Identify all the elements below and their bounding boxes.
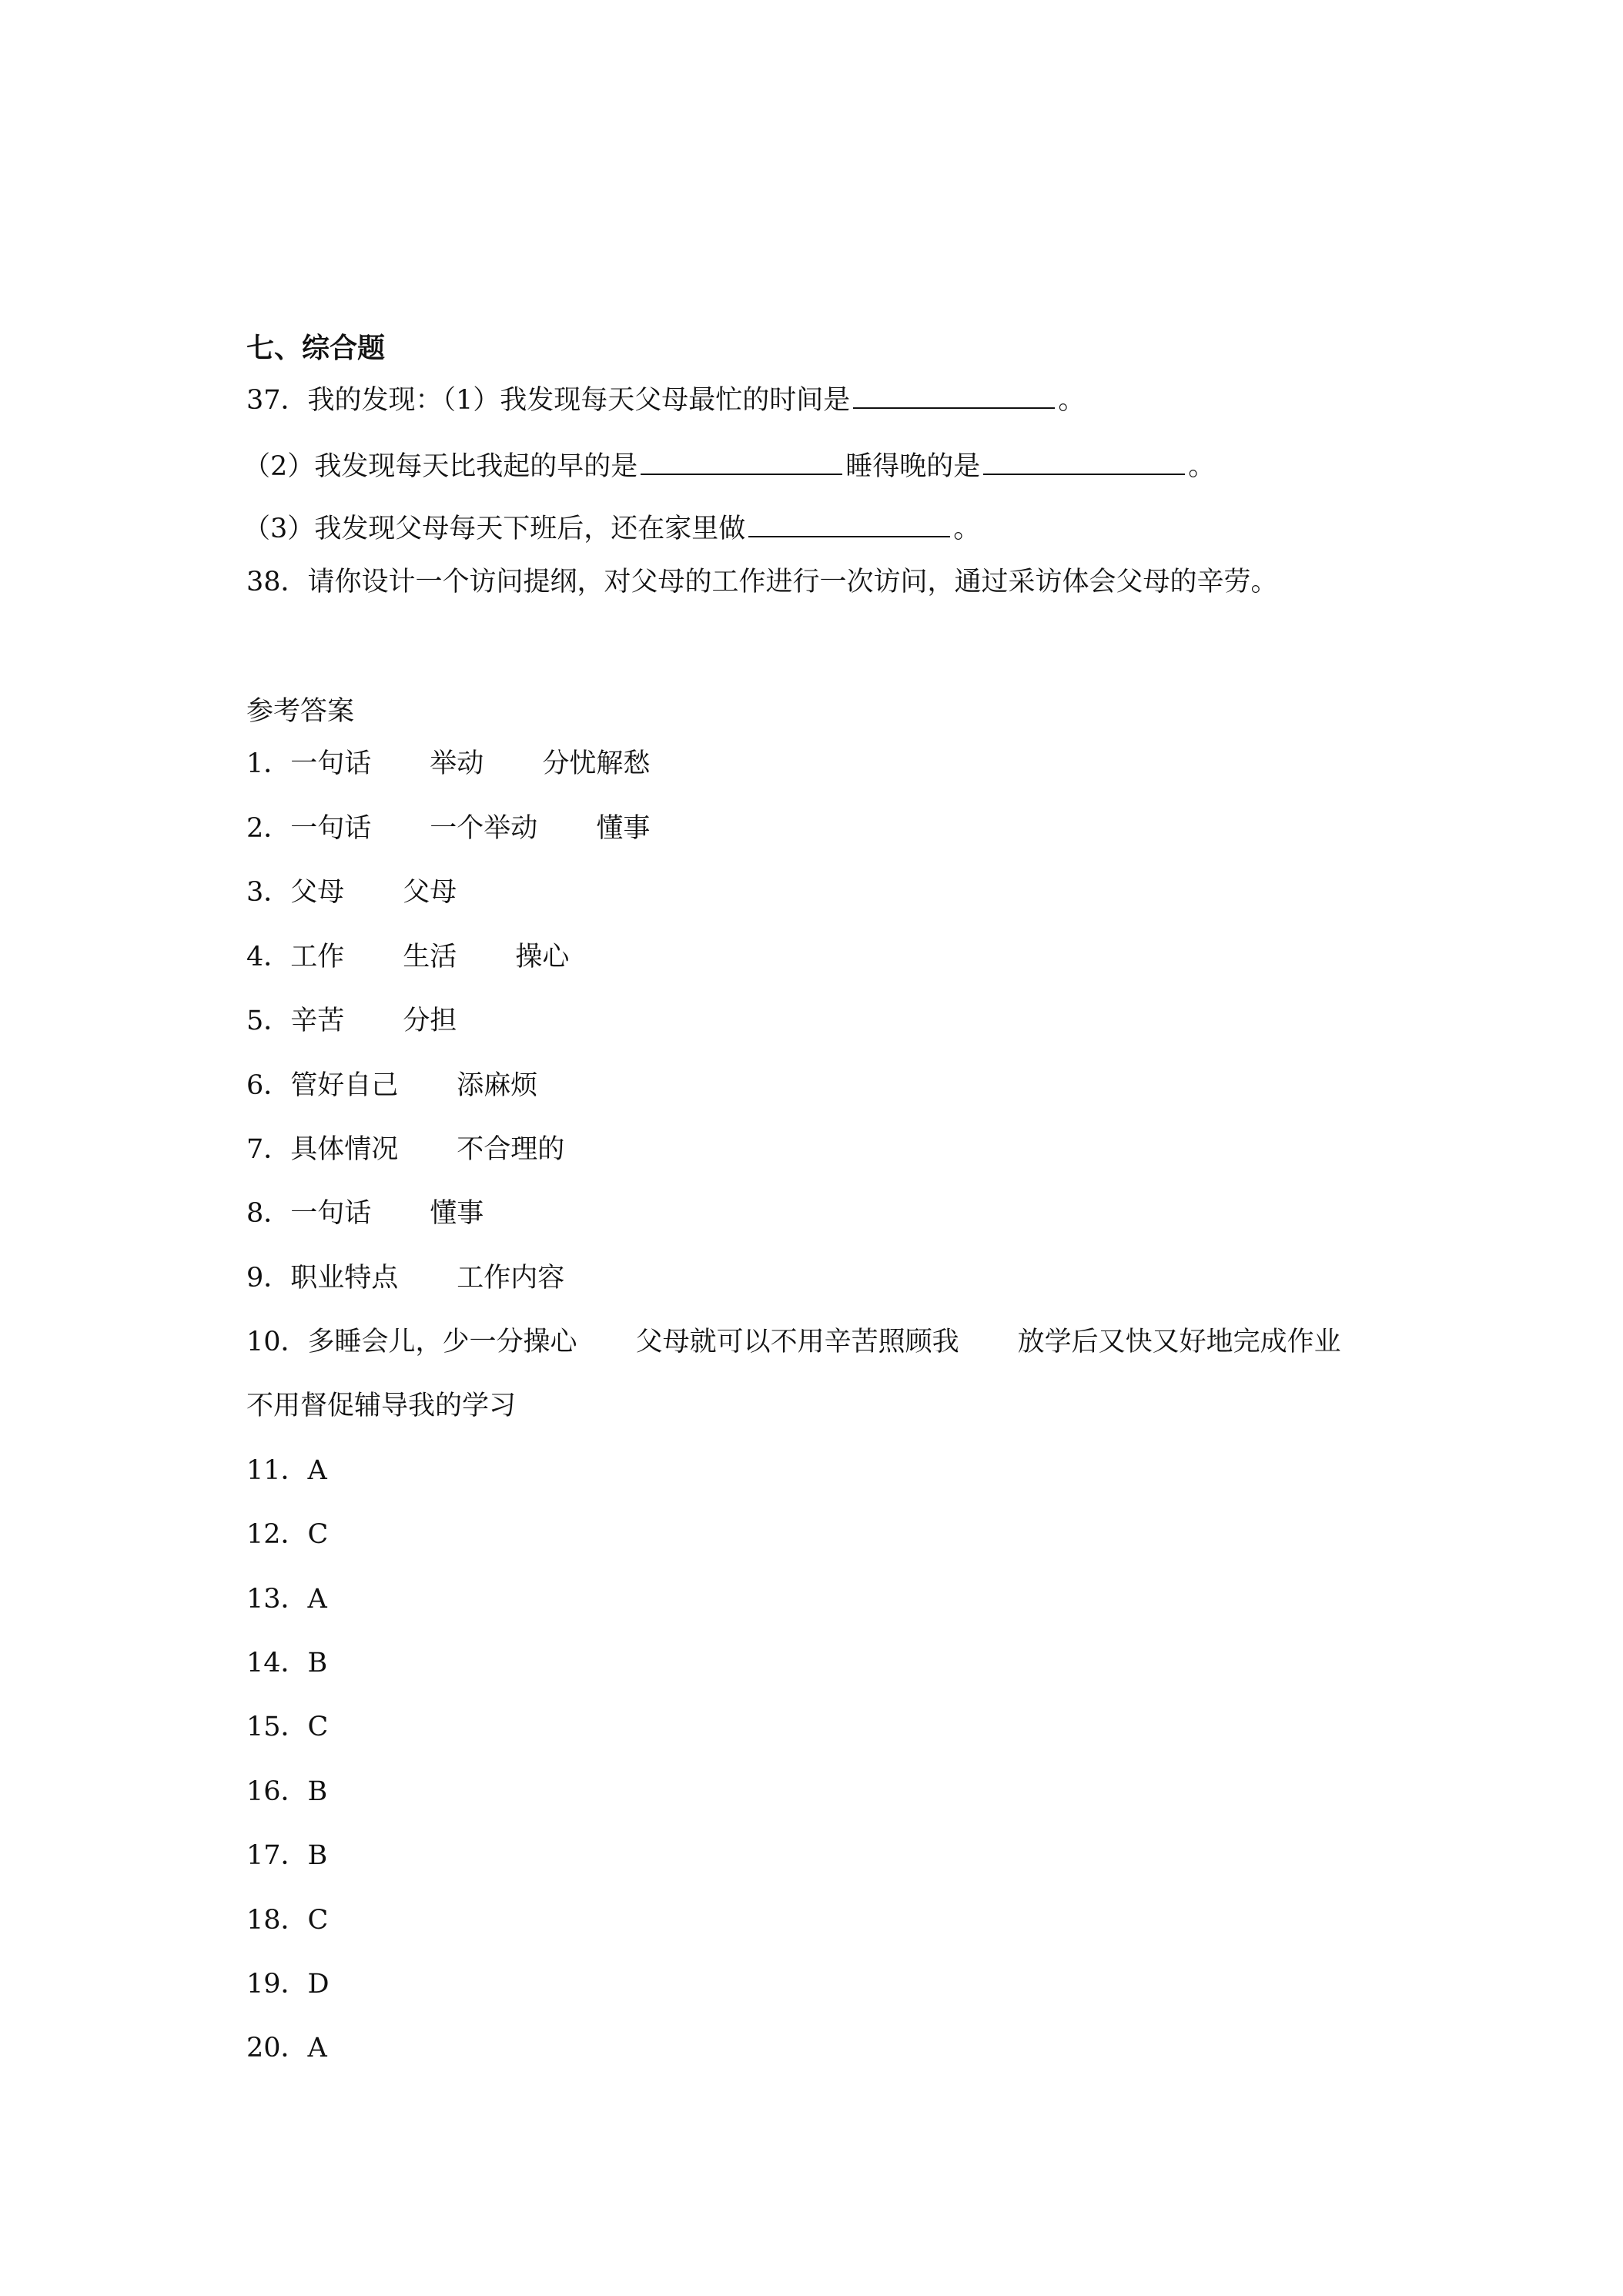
answer-part: 操心 <box>515 942 570 972</box>
choice-answer: 17．B <box>246 1840 328 1871</box>
answer-part: 不合理的 <box>457 1134 565 1165</box>
answer-number: 6． <box>246 1070 291 1101</box>
answer-part: 辛苦 <box>290 1006 345 1036</box>
q37-p2-suffix: 。 <box>1188 451 1216 482</box>
answer-part: 懂事 <box>596 813 651 844</box>
answer-part: 父母就可以不用辛苦照顾我 <box>635 1327 959 1357</box>
answer-part: 父母 <box>403 877 457 908</box>
answer-blank[interactable] <box>983 450 1185 475</box>
choice-answer: 11．A <box>246 1455 327 1486</box>
q37-p3-prefix: （3）我发现父母每天下班后，还在家里做 <box>243 514 746 544</box>
answer-item <box>246 1069 537 1103</box>
section-title: 七、综合题 <box>246 332 386 364</box>
choice-answer: 15．C <box>246 1712 329 1742</box>
answer-item <box>246 747 650 781</box>
question-37-line-1 <box>246 383 1085 417</box>
q37-p2-prefix: （2）我发现每天比我起的早的是 <box>243 451 638 482</box>
choice-answer: 14．B <box>246 1648 328 1678</box>
answer-part: 多睡会儿，少一分操心 <box>307 1327 577 1357</box>
answer-number: 2． <box>246 813 291 844</box>
answer-part: 举动 <box>430 748 484 779</box>
answer-part: 分担 <box>403 1006 457 1036</box>
answer-item <box>246 812 650 845</box>
answer-number: 3． <box>246 877 291 908</box>
q37-prefix: 37．我的发现：（1）我发现每天父母最忙的时间是 <box>246 385 851 416</box>
q37-p3-suffix: 。 <box>953 514 981 544</box>
question-37-line-2 <box>243 450 1215 484</box>
answer-part: 职业特点 <box>290 1263 399 1294</box>
answer-part: 管好自己 <box>290 1070 399 1101</box>
answer-item <box>246 1325 1341 1359</box>
choice-answer: 12．C <box>246 1519 329 1550</box>
answer-part: 工作内容 <box>457 1263 565 1294</box>
question-38: 38．请你设计一个访问提纲，对父母的工作进行一次访问，通过采访体会父母的辛劳。 <box>246 567 1278 597</box>
answer-number: 7． <box>246 1134 291 1165</box>
choice-answer: 19．D <box>246 1969 330 2000</box>
answer-item <box>246 1197 484 1230</box>
answer-part: 一句话 <box>290 813 372 844</box>
answers-heading: 参考答案 <box>246 696 355 727</box>
choice-answer: 18．C <box>246 1905 329 1936</box>
q37-suffix: 。 <box>1058 385 1086 416</box>
answer-part: 放学后又快又好地完成作业 <box>1017 1327 1341 1357</box>
answer-part: 一句话 <box>290 1198 372 1229</box>
choice-answer: 13．A <box>246 1584 327 1615</box>
answer-number: 4． <box>246 942 291 972</box>
question-37-line-3 <box>243 512 980 546</box>
answer-part: 工作 <box>290 942 345 972</box>
answer-number: 8． <box>246 1198 291 1229</box>
answer-part: 父母 <box>290 877 345 908</box>
answer-number: 10． <box>246 1327 308 1357</box>
answer-number: 5． <box>246 1006 291 1036</box>
answer-blank[interactable] <box>853 384 1055 409</box>
choice-answer: 16．B <box>246 1776 328 1807</box>
answer-part: 分忧解愁 <box>542 748 651 779</box>
answer-part: 生活 <box>403 942 457 972</box>
answer-blank[interactable] <box>748 513 950 537</box>
answer-part: 一个举动 <box>430 813 538 844</box>
answer-item <box>246 1261 564 1295</box>
answer-item <box>246 1133 564 1166</box>
q37-p2-mid: 睡得晚的是 <box>845 451 981 482</box>
choice-answer: 20．A <box>246 2033 327 2063</box>
answer-part: 懂事 <box>430 1198 484 1229</box>
answer-number: 9． <box>246 1263 291 1294</box>
answer-part: 具体情况 <box>290 1134 399 1165</box>
answer-item <box>246 1004 457 1038</box>
answer-blank[interactable] <box>641 450 842 475</box>
answer-part: 添麻烦 <box>457 1070 538 1101</box>
answer-item-continued: 不用督促辅导我的学习 <box>246 1391 517 1421</box>
answer-part: 一句话 <box>290 748 372 779</box>
answer-item <box>246 940 569 974</box>
answer-number: 1． <box>246 748 291 779</box>
answer-item <box>246 875 457 909</box>
